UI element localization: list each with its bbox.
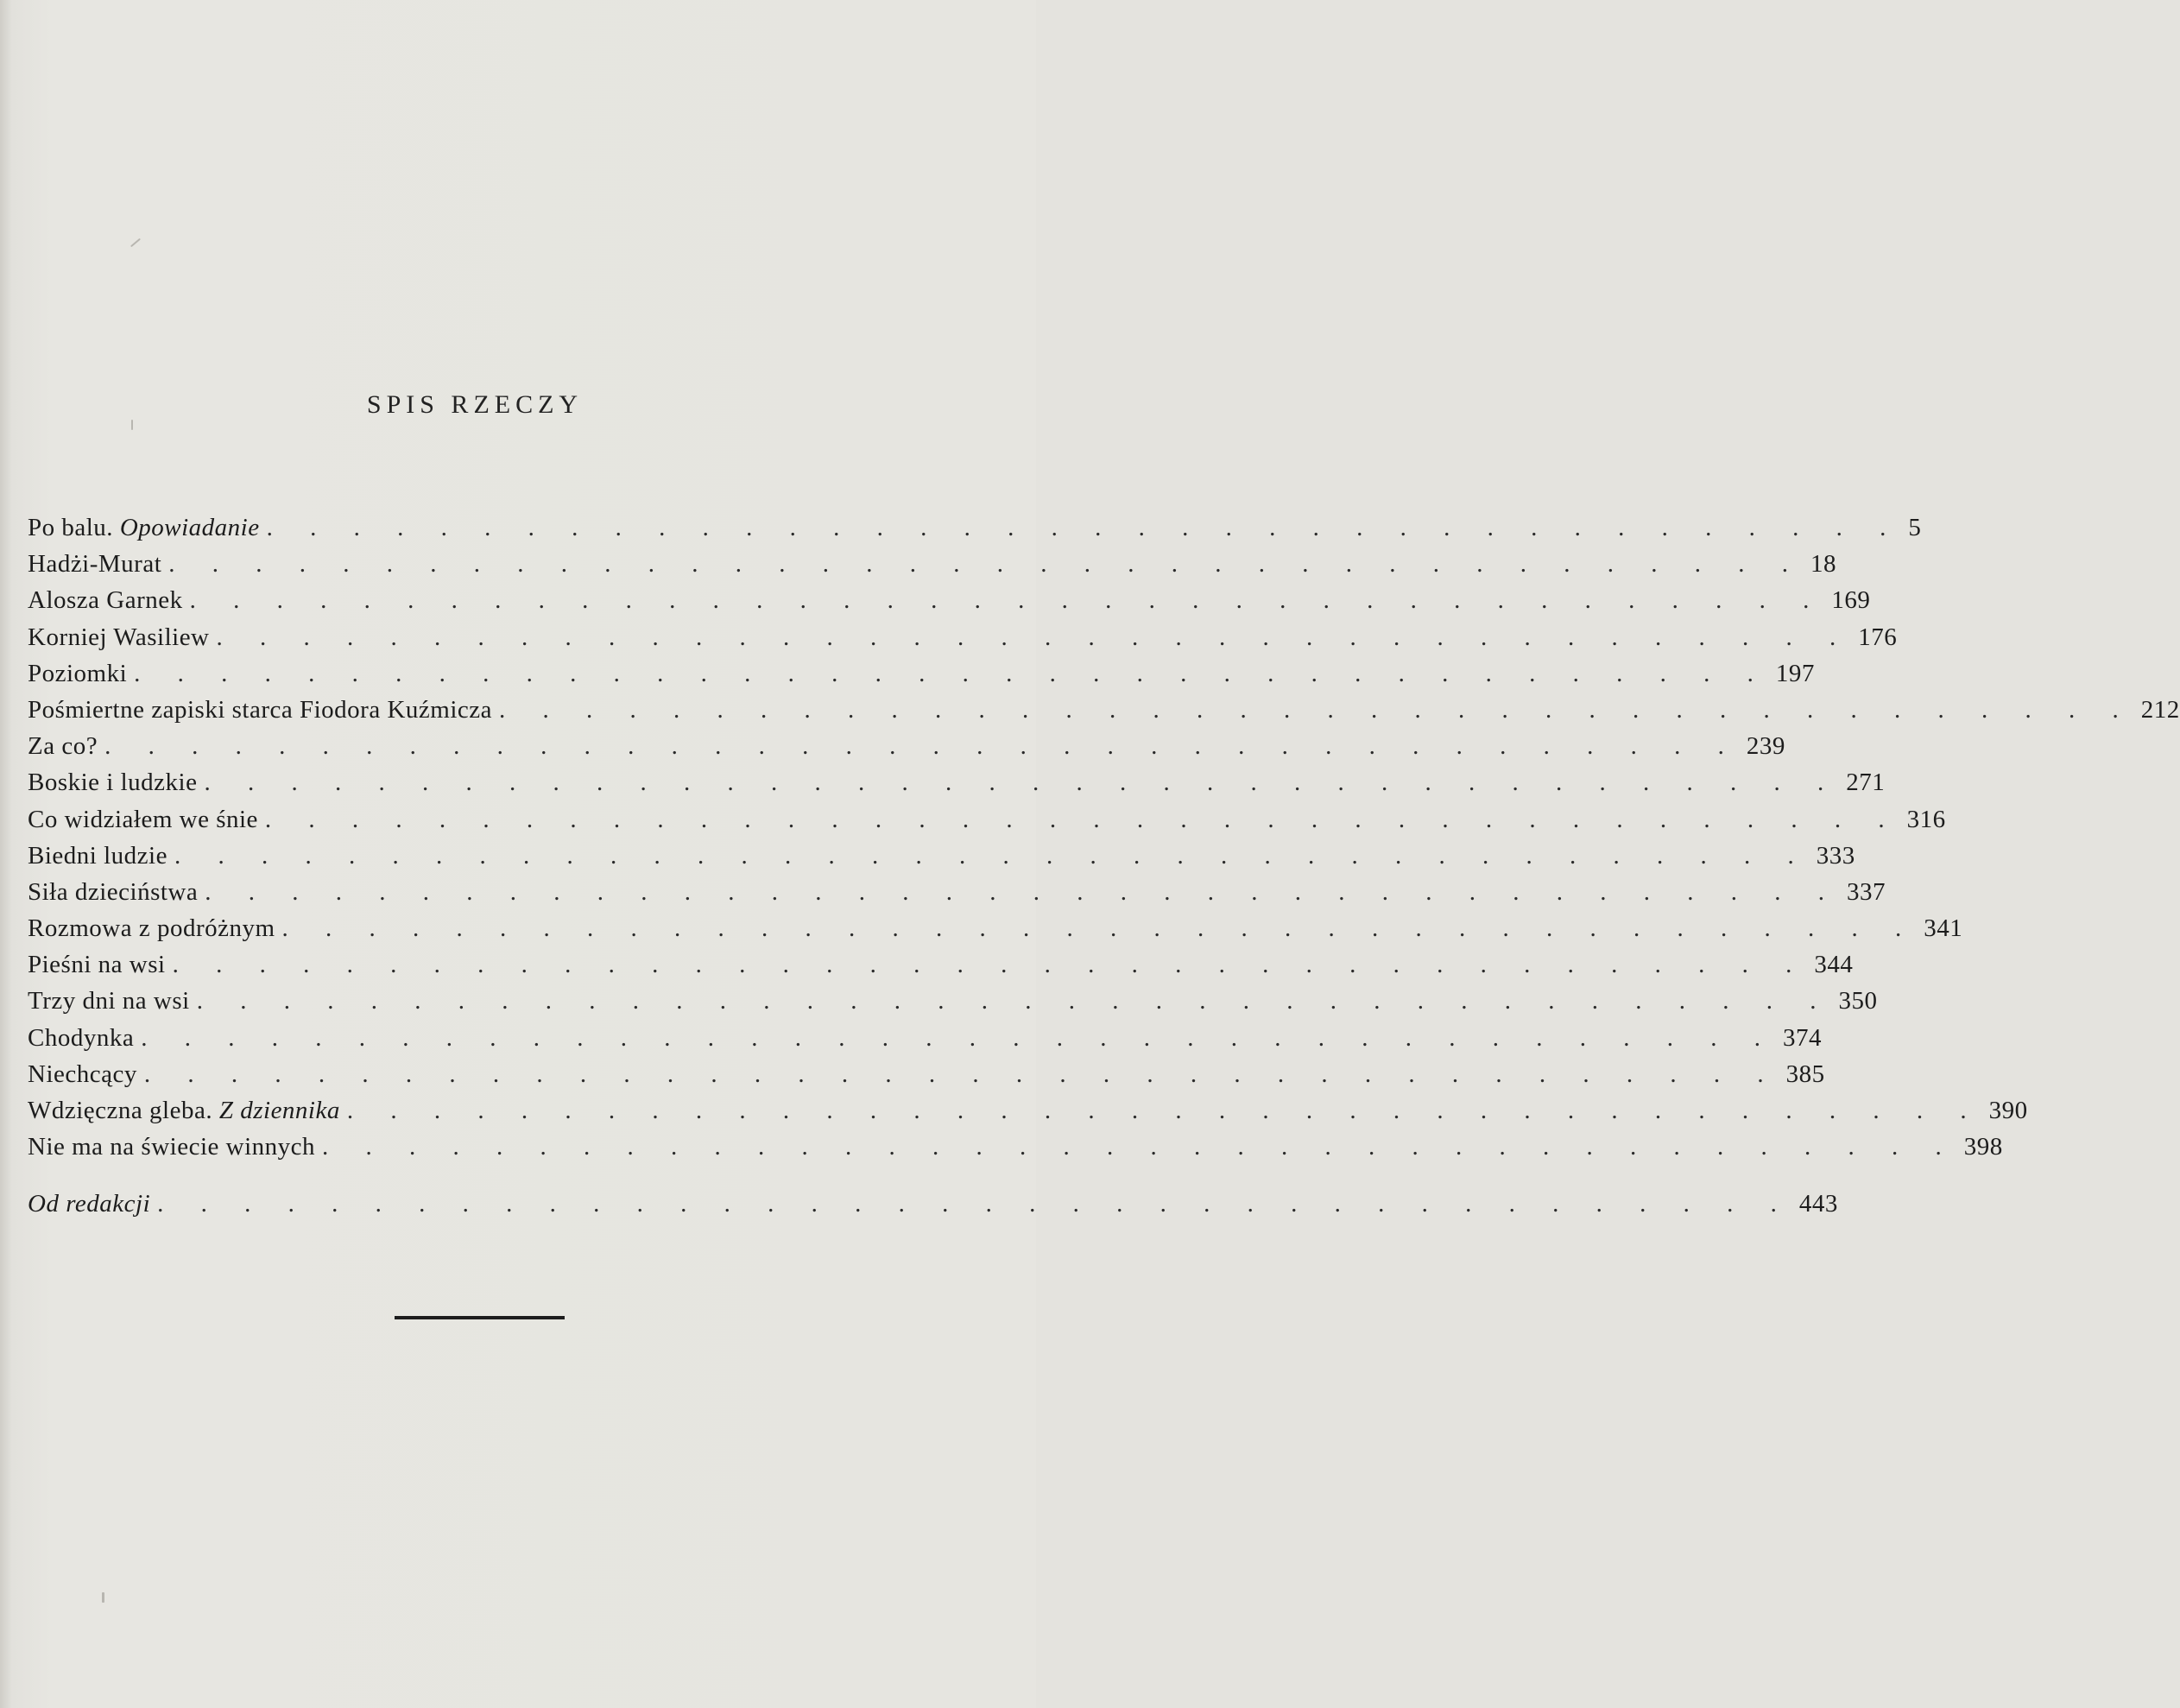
toc-entry-title: Za co? [28,732,98,761]
toc-entry-title: Wdzięczna gleba. Z dziennika [28,1097,340,1124]
toc-entry-page: 18 [1810,550,1837,579]
dot-leader: . . . . . . . . . . . . . . . . . . . . . . . . . . . . . . . . . . . . . . [134,659,1769,687]
dot-leader: . . . . . . . . . . . . . . . . . . . . . . . . . . . . . . . . . . . . . . [141,1023,1776,1052]
toc-entry-title: Hadżi-Murat [28,550,162,579]
toc-entry [28,623,1898,660]
dot-leader: . . . . . . . . . . . . . . . . . . . . . . . . . . . . . . . . . . . . . . [281,914,1918,943]
dot-leader: . . . . . . . . . . . . . . . . . . . . . . . . . . . . . . . . . . . . . . [205,877,1841,906]
toc-entry-page: 271 [1846,769,1886,797]
toc-entry [28,659,1815,696]
toc-entry-page: 333 [1816,841,1855,870]
dot-leader: . . . . . . . . . . . . . . . . . . . . . . . . . . . . . . . . . . . . . . [174,841,1810,870]
toc-entry [28,514,1922,550]
toc-entry-subtitle: Z dziennika [218,1097,340,1124]
toc-entry [28,1023,1822,1060]
toc-entry-page: 341 [1924,914,1963,943]
dot-leader: . . . . . . . . . . . . . . . . . . . . . . . . . . . . . . . . . . . . . . [104,732,1740,761]
dot-leader: . . . . . . . . . . . . . . . . . . . . . . . . . . . . . . . . . . . . . . [499,695,2134,724]
toc-entry [28,951,1854,987]
toc-entry-page: 398 [1963,1133,2003,1161]
toc-entry-title: Alosza Garnek [28,586,183,615]
toc-entry-title: Trzy dni na wsi [28,987,190,1015]
toc-entry-title: Korniej Wasiliew [28,623,210,651]
toc-entry-title: Pieśni na wsi [28,951,166,979]
toc-entry-subtitle: Opowiadanie [119,514,260,541]
dot-leader: . . . . . . . . . . . . . . . . . . . . . . . . . . . . . . . . . . . . . . [143,1060,1779,1088]
dot-leader: . . . . . . . . . . . . . . . . . . . . . . . . . . . . . . . . . . . . . . [189,586,1825,615]
toc-entry-page: 316 [1906,805,1946,833]
toc-entry-page: 212 [2140,695,2180,724]
toc-entry-title: Nie ma na świecie winnych [28,1133,316,1161]
page-blemish [130,238,141,248]
toc-entry-page: 350 [1838,987,1878,1015]
toc-entry-title: Co widziałem we śnie [28,805,258,833]
dot-leader: . . . . . . . . . . . . . . . . . . . . . . . . . . . . . . . . . . . . . . [172,951,1808,979]
page-blemish [102,1592,104,1603]
toc-entry-page: 5 [1908,514,1922,541]
toc-entry [28,1060,1825,1097]
toc-entry [28,841,1855,878]
toc-entry-title: Po balu. Opowiadanie [28,514,260,541]
toc-entry-page: 169 [1831,586,1871,615]
page-title: SPIS RZECZY [366,390,584,419]
toc-entry [28,805,1946,842]
toc-entry [28,987,1878,1023]
toc-entry [28,586,1871,623]
toc-entry-page: 337 [1847,877,1886,906]
dot-leader: . . . . . . . . . . . . . . . . . . . . . . . . . . . . . . . . . . . . . . [264,805,1900,833]
toc-spacer [28,1169,926,1190]
dot-leader: . . . . . . . . . . . . . . . . . . . . . . . . . . . . . . . . . . . . . . [196,987,1832,1015]
toc-entry-page: 176 [1858,623,1898,651]
dot-leader: . . . . . . . . . . . . . . . . . . . . . . . . . . . . . . . . . . . . . . [266,514,1902,541]
toc-entry [28,550,1837,586]
toc-entry [28,914,1963,951]
toc-entry-title: Rozmowa z podróżnym [28,914,275,943]
toc-afterword [28,1190,1838,1226]
closing-rule [395,1316,565,1319]
toc-entry [28,769,1886,805]
dot-leader: . . . . . . . . . . . . . . . . . . . . . . . . . . . . . . . . . . . . . . [168,550,1804,579]
toc-entry-page: 239 [1746,732,1785,761]
toc-entry-title: Pośmiertne zapiski starca Fiodora Kuźmicza [28,695,493,724]
toc-entry-title: Poziomki [28,659,128,687]
dot-leader: . . . . . . . . . . . . . . . . . . . . . . . . . . . . . . . . . . . . . . [157,1190,1792,1218]
toc-afterword-title: Od redakcji [28,1190,151,1218]
dot-leader: . . . . . . . . . . . . . . . . . . . . . . . . . . . . . . . . . . . . . . [322,1133,1957,1161]
toc-afterword-page: 443 [1798,1190,1838,1218]
dot-leader: . . . . . . . . . . . . . . . . . . . . . . . . . . . . . . . . . . . . . . [216,623,1852,651]
table-of-contents [28,514,2180,1227]
toc-entry [28,877,1886,914]
toc-entry-title: Niechcący [28,1060,137,1088]
toc-entry-page: 374 [1782,1023,1822,1052]
toc-entry [28,695,2180,732]
toc-entry [28,732,1785,769]
dot-leader: . . . . . . . . . . . . . . . . . . . . . . . . . . . . . . . . . . . . . . [346,1097,1982,1124]
toc-entry-page: 390 [1988,1097,2028,1124]
toc-entry [28,1097,2028,1133]
toc-entry [28,1133,2003,1169]
toc-entry-title: Chodynka [28,1023,135,1052]
toc-entry-title: Boskie i ludzkie [28,769,198,797]
toc-entry-page: 385 [1785,1060,1825,1088]
toc-entry-page: 344 [1814,951,1854,979]
page-blemish [131,420,133,430]
toc-entry-title: Siła dzieciństwa [28,877,199,906]
toc-entry-title: Biedni ludzie [28,841,167,870]
dot-leader: . . . . . . . . . . . . . . . . . . . . . . . . . . . . . . . . . . . . . . [204,769,1840,797]
toc-entry-page: 197 [1775,659,1815,687]
